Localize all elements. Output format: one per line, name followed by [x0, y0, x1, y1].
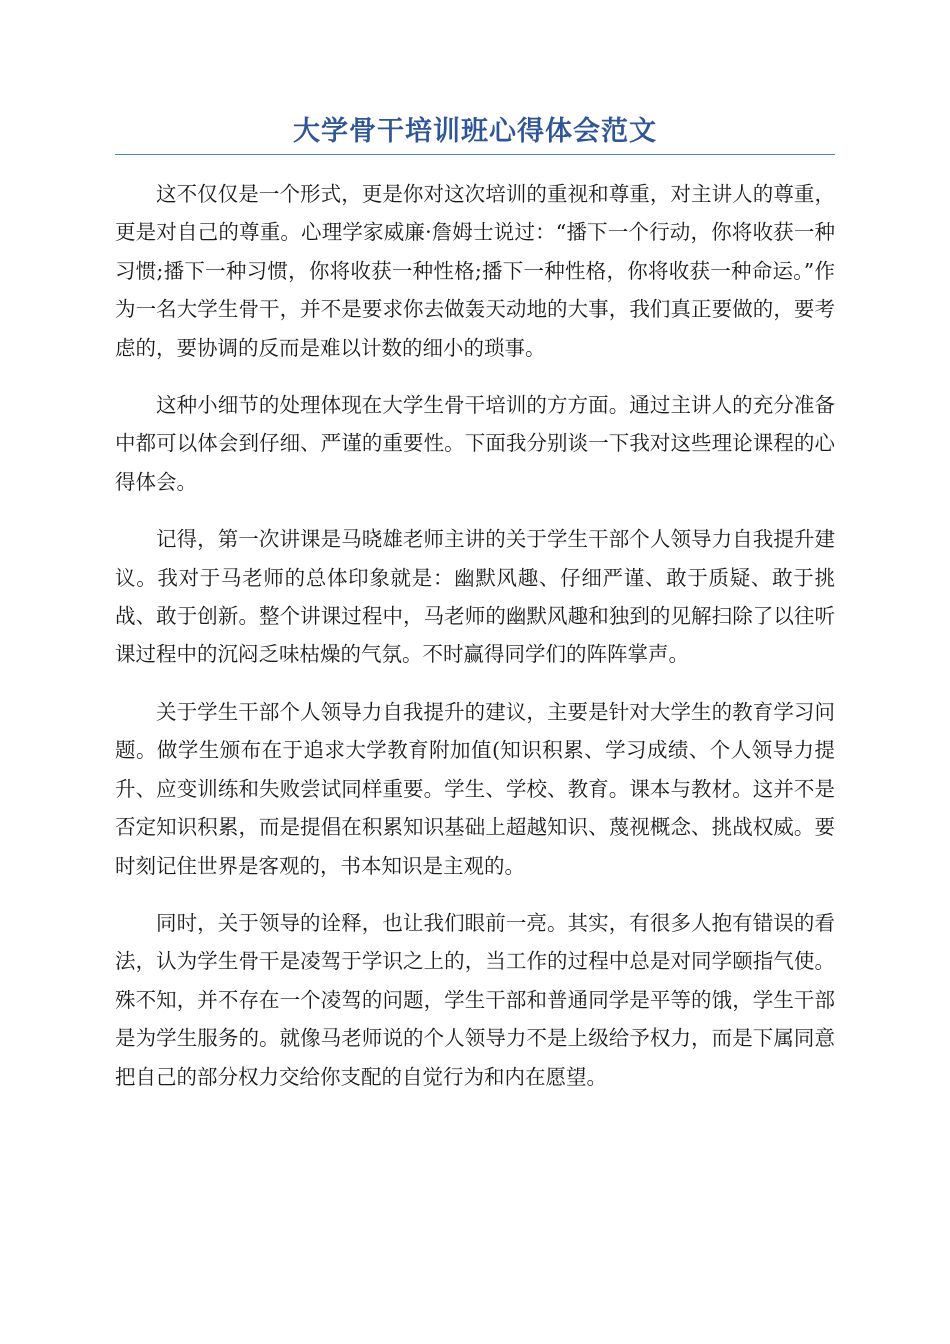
paragraph-3: 记得，第一次讲课是马晓雄老师主讲的关于学生干部个人领导力自我提升建议。我对于马老师的总体印象就是：幽默风趣、仔细严谨、敢于质疑、敢于挑战、敢于创新。整个讲课过程中，马老师的幽默风趣和独到的见解扫除了以往听课过程中的沉闷乏味枯燥的气氛。不时赢得同学们的阵阵掌声。 [115, 527, 835, 667]
title-underline [115, 154, 835, 155]
paragraph-4: 关于学生干部个人领导力自我提升的建议，主要是针对大学生的教育学习问题。做学生颁布在于追求大学教育附加值(知识积累、学习成绩、个人领导力提升、应变训练和失败尝试同样重要。学生、学校、教育。课本与教材。这并不是否定知识积累，而是提倡在积累知识基础上超越知识、蔑视概念、挑战权威。要时刻记住世界是客观的，书本知识是主观的。 [115, 699, 835, 878]
paragraph-1: 这不仅仅是一个形式，更是你对这次培训的重视和尊重，对主讲人的尊重，更是对自己的尊重。心理学家威廉·詹姆士说过：“播下一个行动，你将收获一种习惯;播下一种习惯，你将收获一种性格;播下一种性格，你将收获一种命运。”作为一名大学生骨干，并不是要求你去做轰天动地的大事，我们真正要做的，要考虑的，要协调的反而是难以计数的细小的琐事。 [115, 182, 835, 360]
paragraph-5: 同时，关于领导的诠释，也让我们眼前一亮。其实，有很多人抱有错误的看法，认为学生骨干是凌驾于学识之上的，当工作的过程中总是对同学颐指气使。殊不知，并不存在一个凌驾的问题，学生干部和普通同学是平等的饿，学生干部是为学生服务的。就像马老师说的个人领导力不是上级给予权力，而是下属同意把自己的部分权力交给你支配的自觉行为和内在愿望。 [115, 910, 835, 1089]
document-body [115, 175, 835, 1115]
paragraph-2: 这种小细节的处理体现在大学生骨干培训的方方面。通过主讲人的充分准备中都可以体会到仔细、严谨的重要性。下面我分别谈一下我对这些理论课程的心得体会。 [115, 393, 835, 494]
document-title: 大学骨干培训班心得体会范文 [293, 116, 657, 147]
